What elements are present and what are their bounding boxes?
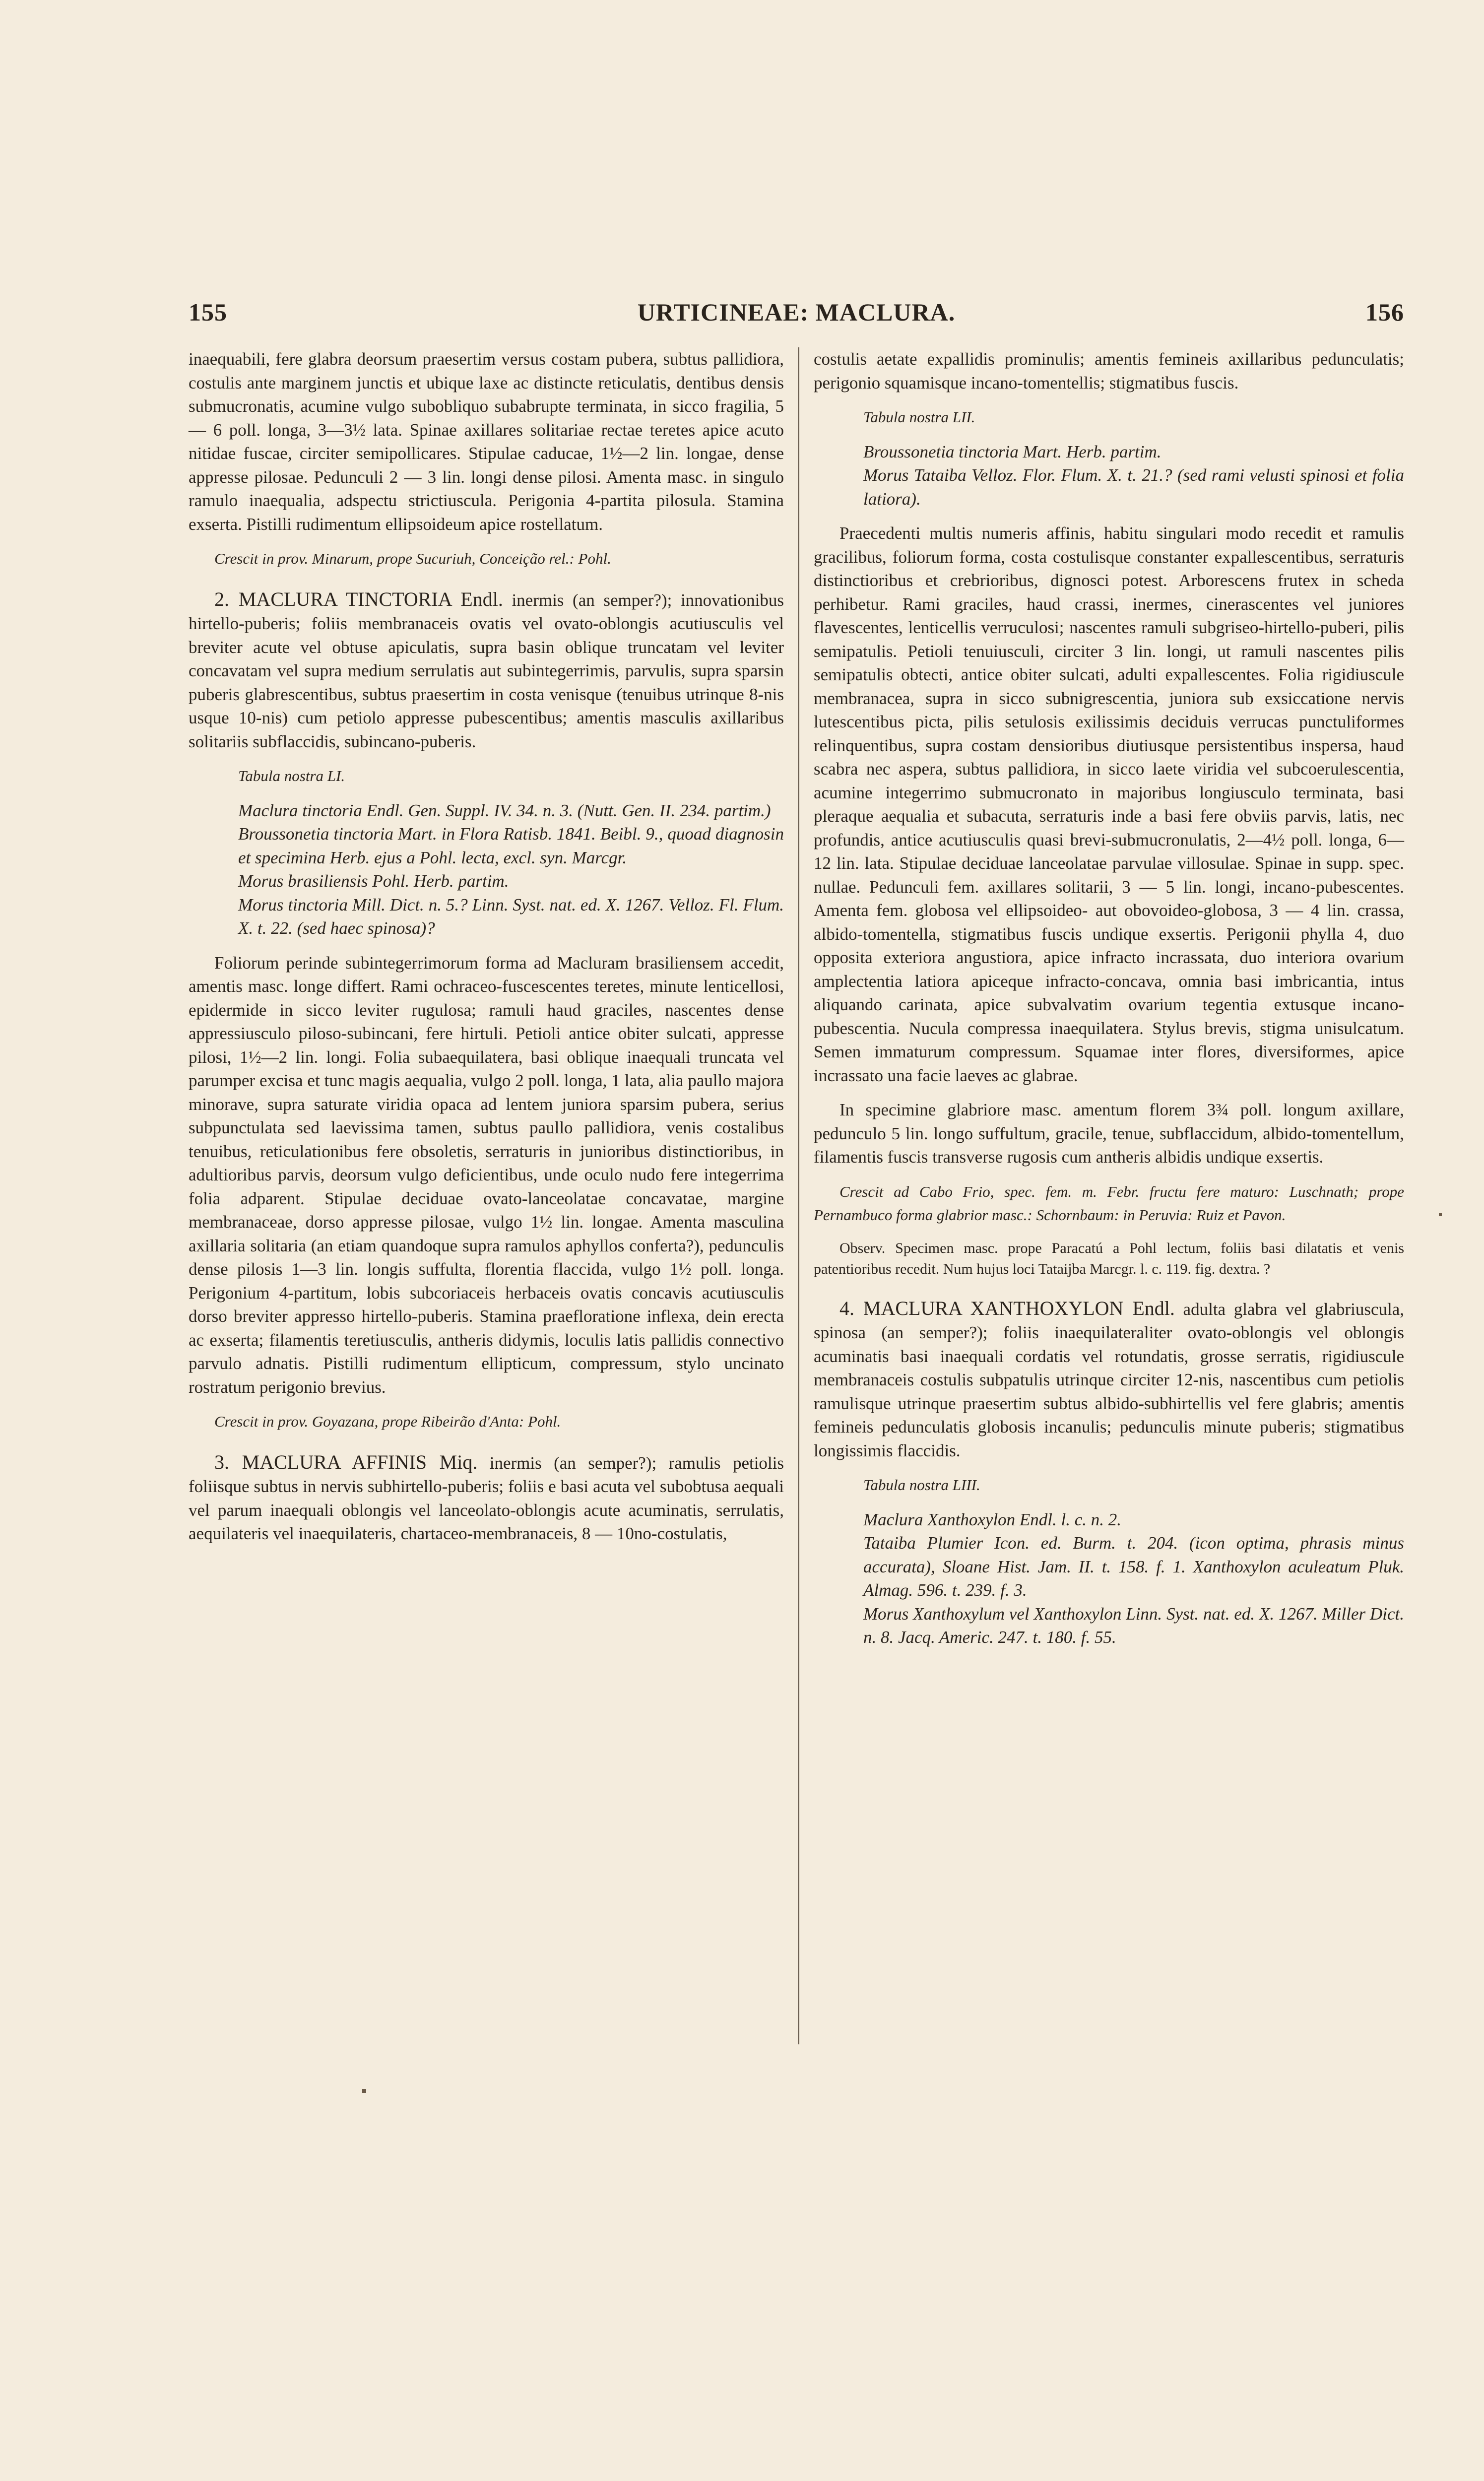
column-divider <box>798 347 799 2044</box>
synonym: Maclura Xanthoxylon Endl. l. c. n. 2. <box>863 1509 1122 1529</box>
synonym: Morus Tataiba Velloz. Flor. Flum. X. t. 21.? (sed rami velusti spinosi et folia latiora). <box>863 465 1404 509</box>
locality-note: Crescit in prov. Goyazana, prope Ribeirão d'Anta: Pohl. <box>214 1413 561 1430</box>
description-paragraph: Praecedenti multis numeris affinis, habitu singulari modo recedit et ramulis gracilibus, foliorum forma, costa costulisque constanter expallescentibus, serraturis distinctioribus et crebrioribus, dignosci potest. Arborescens frutex in scheda perhibetur. Rami graciles, haud crassi, inermes, cinerascentes vel juniores flavescentes, lenticellis verruculosi; nascentes ramuli subgriseo-hirtello-puberi, pilis semipatulis. Petioli tenuiusculi, circiter 3 lin. longi, ut ramuli nascentes pilis semipatulis obtecti, antice obiter sulcati, adulti expallescentes. Folia rigidiuscule membranacea, supra in sicco subnigrescentia, juniora sub exsiccatione nervis lutescentibus picta, pilis setulosis exilissimis deciduis verrucas punctuliformes relinquentibus, supra costam densioribus diutiusque persistentibus inspersa, haud scabra nec aspera, subtus pallidiora, in sicco laete viridia vel subcoerulescentia, acumine integerrimo submucronato in majoribus longiusculo terminata, basi pleraque aequalia et subacuta, serraturis inde a basi fere obviis parvis, latis, nec profundis, antice acutiusculis quasi brevi-submucronulatis, 2—4½ poll. longa, 6—12 lin. lata. Stipulae deciduae lanceolatae parvulae villosulae. Spinae in supp. spec. nullae. Pedunculi fem. axillares solitarii, 3 — 5 lin. longi, incano-pubescentes. Amenta fem. globosa vel ellipsoideo- aut obovoideo-globosa, 3 — 4 lin. crassa, albido-tomentella, stigmatibus fuscis undique exsertis. Perigonii phylla 4, duo opposita exteriora angustiora, apice infracto incrassata, duo interiora ovarium amplectentia latiora apiceque infracto-concava, omnia basi imbricantia, intus aliquando carinata, apice subvalvatim ovarium tegentia extusque incano-pubescentia. Nucula compressa inaequilatera. Stylus brevis, stigma unisulcatum. Semen immaturum compressum. Squamae inter flores, diversiformes, apice incrassato una facie laeves ac glabrae. <box>814 523 1404 1085</box>
description-paragraph: In specimine glabriore masc. amentum florem 3¾ poll. longum axillare, pedunculo 5 lin. longo suffultum, gracile, tenue, subflaccidum, albido-tomentellum, filamentis fuscis transverse rugosis cum antheris albidis undique exsertis. <box>814 1100 1404 1167</box>
species-entry <box>189 588 784 754</box>
species-entry <box>189 1450 784 1546</box>
page-speck <box>1439 1213 1442 1216</box>
page-speck <box>362 2089 366 2093</box>
plate-reference: Tabula nostra LII. <box>863 408 975 426</box>
right-column <box>814 347 1404 1649</box>
species-diagnosis: inermis (an semper?); innovationibus hirtello-puberis; foliis membranaceis ovatis vel ovato-oblongis acutiusculis vel breviter acute vel obtuse apiculatis, supra basin oblique truncatam vel leviter concavatam vel supra medium serrulatis aut subintegerrimis, parvulis, supra sparsin puberis glabrescentibus, subtus praesertim in costa venisque (tenuibus utrinque 8-nis usque 10-nis) cum petiolo appresse pubescentibus; amentis masculis axillaribus solitariis subflaccidis, subincano-puberis. <box>189 590 784 751</box>
synonym: Tataiba Plumier Icon. ed. Burm. t. 204. (icon optima, phrasis minus accurata), Sloane Hist. Jam. II. t. 158. f. 1. Xanthoxylon aculeatum Pluk. Almag. 596. t. 239. f. 3. <box>863 1533 1404 1600</box>
synonym: Broussonetia tinctoria Mart. in Flora Ratisb. 1841. Beibl. 9., quoad diagnosin et specimina Herb. ejus a Pohl. lecta, excl. syn. Marcgr. <box>238 824 784 867</box>
plate-reference: Tabula nostra LI. <box>238 767 345 784</box>
species-diagnosis: adulta glabra vel glabriuscula, spinosa (an semper?); foliis inaequilateraliter ovato-oblongis vel oblongis acuminatis basi inaequali cordatis vel rotundatis, grosse serratis, rigidiuscule membranaceis costulis subpatulis utrinque circiter 12-nis, nascentibus cum petiolis ramulisque utrinque praesertim subtus albido-subhirtellis vel fere glabris; amentis femineis pedunculatis globosis incanulis; pedunculis minute puberis; stigmatibus longissimis flaccidis. <box>814 1299 1404 1460</box>
species-heading: 4. MACLURA XANTHOXYLON Endl. <box>839 1297 1175 1319</box>
species-diagnosis: inermis (an semper?); ramulis petiolis foliisque subtus in nervis subhirtello-puberis; foliis e basi acuta vel subobtusa aequali vel parum inaequali oblongis vel lanceolato-oblongis acute acuminatis, serrulatis, aequilateris vel inaequilateris, chartaceo-membranaceis, 8 — 10no-costulatis, <box>189 1453 784 1543</box>
running-header <box>189 298 1404 337</box>
synonym: Maclura tinctoria Endl. Gen. Suppl. IV. 34. n. 3. (Nutt. Gen. II. 234. partim.) <box>238 800 771 820</box>
left-column <box>189 347 784 1546</box>
page-number-right: 156 <box>1365 298 1404 326</box>
species-heading: 2. MACLURA TINCTORIA Endl. <box>214 588 503 610</box>
synonym: Morus tinctoria Mill. Dict. n. 5.? Linn. Syst. nat. ed. X. 1267. Velloz. Fl. Flum. X. t. 22. (sed haec spinosa)? <box>238 895 784 938</box>
locality-note: Crescit ad Cabo Frio, spec. fem. m. Febr. fructu fere maturo: Luschnath; prope Pernambuco forma glabrior masc.: Schornbaum: in Peruvia: Ruiz et Pavon. <box>814 1182 1404 1224</box>
synonym: Morus brasiliensis Pohl. Herb. partim. <box>238 871 509 891</box>
description-paragraph: Foliorum perinde subintegerrimorum forma ad Macluram brasiliensem accedit, amentis masc. longe differt. Rami ochraceo-fuscescentes teretes, minute lenticellosi, epidermide in sicco leviter rugulosa; ramuli haud graciles, nascentes dense appressiusculo piloso-subincani, fere hirtuli. Petioli antice obiter sulcati, appresse pilosi, 1½—2 lin. longi. Folia subaequilatera, basi oblique inaequali truncata vel parumper excisa et tunc magis aequalia, vulgo 2 poll. longa, 1 lata, alia paullo majora minorave, supra saturate viridia opaca ad lentem juniora sparsim pubera, serius subpunctulata sed laevissima tamen, subtus paullo pallidiora, venis costalibus tenuibus, reticulationibus fere obsoletis, serraturis in junioribus distinctioribus, in adultioribus parvis, deorsum vulgo deficientibus, unde oculo nudo fere integerrima folia adparent. Stipulae deciduae ovato-lanceolatae concavatae, margine membranaceae, dorso appresse pilosae, vulgo 1½ lin. longae. Amenta masculina axillaria solitaria (an etiam quandoque supra ramulos aphyllos conferta?), pedunculis dense pilosis 1—3 lin. longis suffulta, florentia flaccida, vulgo 1½ poll. longa. Perigonium 4-partitum, lobis subcoriaceis herbaceis ovatis concavis acutiusculis dorso breviter appresso hirtello-puberis. Stamina praefloratione inflexa, dein erecta ac exserta; filamentis teretiusculis, antheris didymis, loculis latis pallidis connectivo parvulo adnatis. Pistilli rudimentum ellipticum, compressum, stylo uncinato rostratum perigonio brevius. <box>189 953 784 1397</box>
plate-reference: Tabula nostra LIII. <box>863 1476 980 1494</box>
paragraph-continuation: inaequabili, fere glabra deorsum praesertim versus costam pubera, subtus pallidiora, costulis ante marginem junctis et ubique laxe ac distincte reticulatis, dentibus densis submucronatis, acumine vulgo subobliquo subabrupte terminata, in sicco fragilia, 5 — 6 poll. longa, 3—3½ lata. Spinae axillares solitariae rectae teretes apice acuto nitidae fuscae, circiter semipollicares. Stipulae caducae, 1½—2 lin. longae, dense appresse pilosae. Pedunculi 2 — 3 lin. longi dense pilosi. Amenta masc. in singulo ramulo inaequalia, adspectu strictiuscula. Perigonia 4-partita pilosula. Stamina exserta. Pistilli rudimentum ellipsoideum apice rostellatum. <box>189 349 784 534</box>
species-heading: 3. MACLURA AFFINIS Miq. <box>214 1450 478 1473</box>
synonym: Morus Xanthoxylum vel Xanthoxylon Linn. Syst. nat. ed. X. 1267. Miller Dict. n. 8. Jacq. Americ. 247. t. 180. f. 55. <box>863 1604 1404 1647</box>
synonym: Broussonetia tinctoria Mart. Herb. partim. <box>863 442 1161 461</box>
running-title: URTICINEAE: MACLURA. <box>637 298 956 326</box>
locality-note: Crescit in prov. Minarum, prope Sucuriuh, Conceição rel.: Pohl. <box>214 550 611 567</box>
observation-note: Observ. Specimen masc. prope Paracatú a Pohl lectum, foliis basi dilatatis et venis patentioribus recedit. Num hujus loci Tataijba Marcgr. l. c. 119. fig. dextra. ? <box>814 1240 1404 1277</box>
species-entry <box>814 1297 1404 1463</box>
page-number-left: 155 <box>189 298 227 326</box>
paragraph-continuation: costulis aetate expallidis prominulis; amentis femineis axillaribus pedunculatis; perigonio squamisque incano-tomentellis; stigmatibus fuscis. <box>814 349 1404 392</box>
